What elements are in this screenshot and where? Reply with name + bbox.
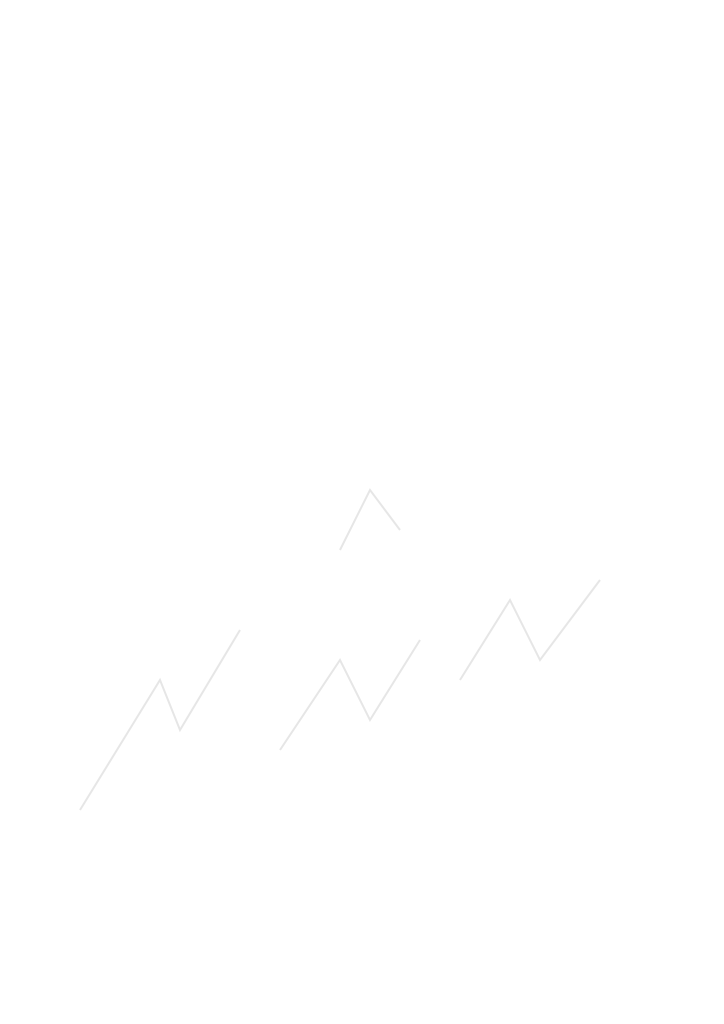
watermark-stamp bbox=[40, 430, 700, 850]
section-heading-4-2 bbox=[88, 148, 660, 166]
document-body bbox=[88, 116, 660, 208]
clause-4-1-7 bbox=[88, 116, 660, 134]
section-heading-4-2-1 bbox=[88, 180, 660, 198]
